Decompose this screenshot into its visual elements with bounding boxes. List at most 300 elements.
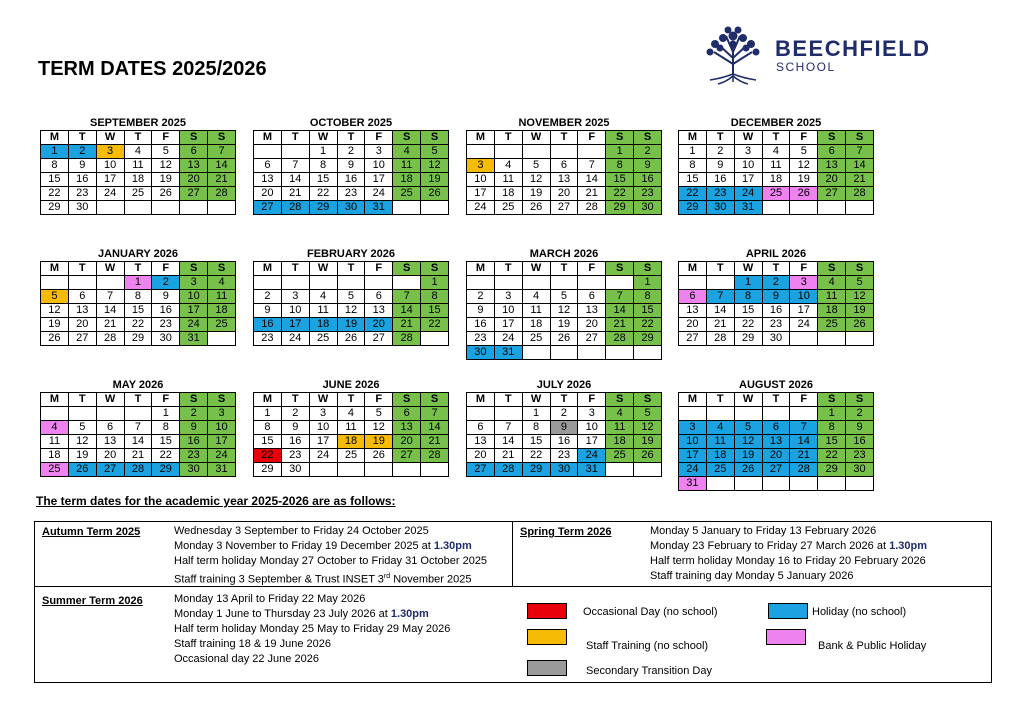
legend-swatch-holiday	[768, 603, 808, 619]
day-cell: 27	[68, 332, 96, 346]
day-cell: 25	[522, 332, 550, 346]
day-cell: 29	[522, 463, 550, 477]
month-calendar	[678, 116, 874, 215]
day-cell: 9	[762, 290, 790, 304]
day-header: S	[606, 393, 634, 407]
day-cell: 4	[606, 407, 634, 421]
day-header: M	[679, 262, 707, 276]
day-cell: 28	[578, 201, 606, 215]
day-cell: 21	[124, 449, 152, 463]
day-cell: 27	[393, 449, 421, 463]
day-cell: 15	[254, 435, 282, 449]
day-cell: 8	[734, 290, 762, 304]
day-cell: 26	[152, 187, 180, 201]
day-header: T	[494, 131, 522, 145]
month-calendar	[253, 247, 449, 346]
day-header: F	[365, 262, 393, 276]
day-cell: 2	[337, 145, 365, 159]
day-cell	[421, 332, 449, 346]
day-cell: 12	[734, 435, 762, 449]
day-header: S	[208, 393, 236, 407]
day-cell: 28	[790, 463, 818, 477]
day-cell	[818, 201, 846, 215]
day-cell: 27	[578, 332, 606, 346]
day-cell: 25	[309, 332, 337, 346]
day-cell: 24	[180, 318, 208, 332]
day-cell: 7	[421, 407, 449, 421]
day-cell: 6	[762, 421, 790, 435]
day-cell: 9	[706, 159, 734, 173]
day-cell: 28	[846, 187, 874, 201]
day-cell: 4	[818, 276, 846, 290]
day-cell: 23	[762, 318, 790, 332]
day-cell	[393, 276, 421, 290]
day-cell	[494, 145, 522, 159]
day-cell: 3	[281, 290, 309, 304]
day-header: F	[578, 262, 606, 276]
day-cell: 1	[818, 407, 846, 421]
day-cell: 29	[124, 332, 152, 346]
day-cell: 19	[734, 449, 762, 463]
month-calendar	[40, 116, 236, 215]
autumn-term-label: Autumn Term 2025	[42, 526, 141, 538]
day-header: W	[96, 131, 124, 145]
day-cell: 1	[634, 276, 662, 290]
day-cell: 2	[550, 407, 578, 421]
day-cell: 13	[762, 435, 790, 449]
day-cell: 11	[522, 304, 550, 318]
day-cell: 24	[365, 187, 393, 201]
day-cell	[467, 407, 495, 421]
day-header: T	[337, 131, 365, 145]
day-cell	[550, 346, 578, 360]
day-cell	[421, 201, 449, 215]
day-header: T	[762, 131, 790, 145]
day-header: M	[679, 131, 707, 145]
day-cell: 29	[309, 201, 337, 215]
day-cell: 23	[634, 187, 662, 201]
day-cell: 29	[734, 332, 762, 346]
day-cell: 13	[96, 435, 124, 449]
day-header: M	[254, 131, 282, 145]
day-cell: 31	[180, 332, 208, 346]
month-calendar	[40, 247, 236, 346]
day-cell	[846, 477, 874, 491]
day-cell: 13	[68, 304, 96, 318]
day-cell: 30	[281, 463, 309, 477]
month-calendar	[253, 116, 449, 215]
day-cell: 22	[254, 449, 282, 463]
day-cell: 17	[734, 173, 762, 187]
day-cell: 7	[606, 290, 634, 304]
day-cell	[606, 346, 634, 360]
day-cell	[96, 276, 124, 290]
day-cell: 12	[152, 159, 180, 173]
day-cell: 3	[679, 421, 707, 435]
day-cell	[467, 276, 495, 290]
day-header: S	[818, 393, 846, 407]
day-cell	[494, 407, 522, 421]
legend-swatch-transition	[527, 660, 567, 676]
day-header: F	[152, 131, 180, 145]
day-cell: 8	[818, 421, 846, 435]
day-cell: 22	[124, 318, 152, 332]
day-cell: 1	[254, 407, 282, 421]
day-cell: 6	[96, 421, 124, 435]
day-cell: 29	[818, 463, 846, 477]
day-header: W	[96, 393, 124, 407]
day-cell: 23	[337, 187, 365, 201]
day-header: T	[281, 393, 309, 407]
day-cell: 30	[762, 332, 790, 346]
day-cell: 20	[68, 318, 96, 332]
day-cell: 14	[124, 435, 152, 449]
day-cell: 25	[124, 187, 152, 201]
day-cell: 5	[152, 145, 180, 159]
day-cell: 18	[309, 318, 337, 332]
day-header: T	[68, 393, 96, 407]
day-cell: 9	[68, 159, 96, 173]
day-cell: 27	[679, 332, 707, 346]
day-cell: 31	[365, 201, 393, 215]
day-cell: 12	[68, 435, 96, 449]
day-cell	[818, 477, 846, 491]
day-cell: 17	[281, 318, 309, 332]
day-cell: 4	[41, 421, 69, 435]
day-cell: 21	[606, 318, 634, 332]
day-cell: 18	[522, 318, 550, 332]
day-header: T	[706, 131, 734, 145]
day-cell: 19	[41, 318, 69, 332]
day-cell: 18	[41, 449, 69, 463]
day-cell: 20	[679, 318, 707, 332]
day-cell: 5	[337, 290, 365, 304]
day-cell: 15	[522, 435, 550, 449]
day-cell: 14	[393, 304, 421, 318]
day-cell: 11	[606, 421, 634, 435]
day-cell: 10	[365, 159, 393, 173]
day-cell	[281, 145, 309, 159]
day-cell	[706, 276, 734, 290]
day-cell	[522, 346, 550, 360]
day-cell: 16	[337, 173, 365, 187]
day-cell: 19	[522, 187, 550, 201]
day-header: S	[606, 131, 634, 145]
day-cell	[309, 276, 337, 290]
day-cell: 18	[494, 187, 522, 201]
day-cell: 21	[208, 173, 236, 187]
day-header: T	[124, 262, 152, 276]
day-cell: 15	[309, 173, 337, 187]
day-cell: 21	[790, 449, 818, 463]
month-calendar	[466, 247, 662, 360]
day-cell: 14	[578, 173, 606, 187]
day-cell: 15	[734, 304, 762, 318]
day-cell: 7	[790, 421, 818, 435]
day-header: S	[393, 131, 421, 145]
day-cell: 9	[254, 304, 282, 318]
day-cell: 31	[734, 201, 762, 215]
day-cell: 1	[41, 145, 69, 159]
school-logo	[698, 24, 958, 88]
day-cell: 3	[96, 145, 124, 159]
day-cell: 25	[208, 318, 236, 332]
day-header: S	[421, 262, 449, 276]
day-cell: 15	[421, 304, 449, 318]
day-cell	[578, 346, 606, 360]
day-cell: 28	[281, 201, 309, 215]
day-cell: 2	[467, 290, 495, 304]
day-cell: 3	[309, 407, 337, 421]
day-cell: 19	[790, 173, 818, 187]
day-cell: 22	[734, 318, 762, 332]
day-cell: 6	[365, 290, 393, 304]
day-cell: 22	[522, 449, 550, 463]
day-cell	[679, 276, 707, 290]
day-cell: 28	[124, 463, 152, 477]
day-cell: 6	[393, 407, 421, 421]
day-header: S	[846, 393, 874, 407]
day-cell	[706, 407, 734, 421]
day-cell: 10	[734, 159, 762, 173]
day-cell: 10	[679, 435, 707, 449]
day-cell	[96, 201, 124, 215]
spring-term-label: Spring Term 2026	[520, 526, 612, 538]
day-cell: 16	[550, 435, 578, 449]
day-cell: 23	[467, 332, 495, 346]
day-cell: 12	[365, 421, 393, 435]
day-cell	[467, 145, 495, 159]
day-cell: 1	[152, 407, 180, 421]
day-cell: 22	[309, 187, 337, 201]
day-cell: 10	[180, 290, 208, 304]
legend-swatch-bank	[766, 629, 806, 645]
day-cell: 20	[96, 449, 124, 463]
day-cell	[846, 332, 874, 346]
day-cell: 15	[634, 304, 662, 318]
day-header: S	[421, 131, 449, 145]
day-header: S	[180, 262, 208, 276]
day-cell	[550, 276, 578, 290]
day-cell: 21	[846, 173, 874, 187]
day-header: F	[790, 262, 818, 276]
day-header: F	[365, 393, 393, 407]
day-cell: 2	[634, 145, 662, 159]
day-cell: 28	[494, 463, 522, 477]
day-cell: 16	[152, 304, 180, 318]
day-cell: 9	[467, 304, 495, 318]
day-cell: 29	[679, 201, 707, 215]
day-cell: 6	[254, 159, 282, 173]
day-cell: 10	[309, 421, 337, 435]
day-cell: 17	[309, 435, 337, 449]
day-cell: 20	[393, 435, 421, 449]
day-cell: 9	[180, 421, 208, 435]
day-cell: 7	[124, 421, 152, 435]
day-cell: 25	[762, 187, 790, 201]
day-cell	[337, 276, 365, 290]
day-cell: 24	[309, 449, 337, 463]
day-cell: 8	[634, 290, 662, 304]
day-header: W	[734, 393, 762, 407]
day-cell: 9	[337, 159, 365, 173]
day-cell: 13	[550, 173, 578, 187]
day-cell: 9	[550, 421, 578, 435]
term-dates-heading: The term dates for the academic year 2025-2026 are as follows:	[36, 494, 396, 508]
day-header: M	[467, 393, 495, 407]
day-cell: 10	[790, 290, 818, 304]
day-header: S	[818, 262, 846, 276]
day-cell: 27	[180, 187, 208, 201]
day-cell	[41, 276, 69, 290]
day-cell: 29	[41, 201, 69, 215]
day-cell: 2	[706, 145, 734, 159]
day-cell: 27	[467, 463, 495, 477]
day-cell: 17	[578, 435, 606, 449]
day-cell: 14	[790, 435, 818, 449]
month-title: APRIL 2026	[745, 248, 807, 260]
day-cell: 19	[550, 318, 578, 332]
day-cell: 11	[494, 173, 522, 187]
day-header: W	[309, 393, 337, 407]
day-cell: 23	[254, 332, 282, 346]
day-header: W	[522, 393, 550, 407]
day-header: S	[634, 131, 662, 145]
day-cell	[254, 276, 282, 290]
month-title: SEPTEMBER 2025	[90, 117, 186, 129]
day-cell	[96, 407, 124, 421]
day-cell: 11	[393, 159, 421, 173]
day-cell: 6	[679, 290, 707, 304]
day-cell: 3	[467, 159, 495, 173]
day-cell: 30	[467, 346, 495, 360]
day-cell: 23	[846, 449, 874, 463]
day-cell: 3	[734, 145, 762, 159]
day-header: T	[494, 393, 522, 407]
day-cell: 17	[467, 187, 495, 201]
day-cell: 6	[578, 290, 606, 304]
day-cell: 17	[494, 318, 522, 332]
day-cell: 27	[365, 332, 393, 346]
day-header: M	[679, 393, 707, 407]
day-cell: 22	[606, 187, 634, 201]
day-cell: 7	[208, 145, 236, 159]
day-cell: 2	[762, 276, 790, 290]
day-cell: 5	[550, 290, 578, 304]
day-cell: 10	[96, 159, 124, 173]
day-cell: 28	[421, 449, 449, 463]
day-cell: 24	[679, 463, 707, 477]
day-cell: 3	[790, 276, 818, 290]
day-cell: 7	[393, 290, 421, 304]
day-cell: 12	[790, 159, 818, 173]
day-cell: 29	[254, 463, 282, 477]
day-cell	[68, 276, 96, 290]
day-cell: 6	[550, 159, 578, 173]
day-cell: 7	[846, 145, 874, 159]
day-cell: 11	[818, 290, 846, 304]
day-cell: 17	[790, 304, 818, 318]
day-cell: 8	[679, 159, 707, 173]
day-cell	[393, 201, 421, 215]
day-cell: 20	[762, 449, 790, 463]
month-calendar	[466, 116, 662, 215]
day-cell: 8	[606, 159, 634, 173]
day-cell: 5	[634, 407, 662, 421]
day-cell: 2	[68, 145, 96, 159]
day-header: W	[309, 131, 337, 145]
legend-swatch-training	[527, 629, 567, 645]
day-cell: 4	[762, 145, 790, 159]
day-header: S	[393, 393, 421, 407]
day-cell	[679, 407, 707, 421]
day-cell: 16	[762, 304, 790, 318]
day-cell	[762, 201, 790, 215]
day-cell: 16	[254, 318, 282, 332]
day-cell	[606, 276, 634, 290]
day-cell: 24	[96, 187, 124, 201]
day-cell: 8	[41, 159, 69, 173]
day-cell: 1	[606, 145, 634, 159]
day-cell: 20	[467, 449, 495, 463]
month-calendar	[40, 378, 236, 477]
day-cell: 12	[846, 290, 874, 304]
day-cell: 20	[818, 173, 846, 187]
day-cell: 19	[365, 435, 393, 449]
day-cell: 7	[96, 290, 124, 304]
day-cell: 24	[467, 201, 495, 215]
day-cell: 6	[467, 421, 495, 435]
day-cell: 8	[152, 421, 180, 435]
day-cell: 22	[818, 449, 846, 463]
day-cell: 25	[606, 449, 634, 463]
day-cell: 16	[634, 173, 662, 187]
day-cell: 26	[421, 187, 449, 201]
day-cell	[606, 463, 634, 477]
day-cell: 22	[152, 449, 180, 463]
day-cell: 4	[522, 290, 550, 304]
day-header: S	[208, 131, 236, 145]
day-cell	[68, 407, 96, 421]
day-header: W	[522, 131, 550, 145]
day-header: M	[467, 131, 495, 145]
day-cell: 15	[152, 435, 180, 449]
day-cell: 8	[124, 290, 152, 304]
day-cell	[762, 477, 790, 491]
day-header: W	[309, 262, 337, 276]
day-header: S	[846, 262, 874, 276]
day-cell: 1	[309, 145, 337, 159]
day-cell: 26	[68, 463, 96, 477]
day-cell: 30	[337, 201, 365, 215]
day-cell: 20	[550, 187, 578, 201]
day-header: S	[634, 262, 662, 276]
day-cell: 17	[96, 173, 124, 187]
day-cell	[578, 145, 606, 159]
day-cell: 29	[634, 332, 662, 346]
day-cell: 5	[365, 407, 393, 421]
day-cell	[421, 463, 449, 477]
summer-term-label: Summer Term 2026	[42, 595, 143, 607]
day-cell: 5	[846, 276, 874, 290]
day-cell: 6	[68, 290, 96, 304]
day-cell: 15	[124, 304, 152, 318]
tree-icon	[698, 24, 768, 88]
day-cell: 31	[679, 477, 707, 491]
day-cell: 2	[152, 276, 180, 290]
day-cell: 9	[846, 421, 874, 435]
day-cell: 16	[180, 435, 208, 449]
